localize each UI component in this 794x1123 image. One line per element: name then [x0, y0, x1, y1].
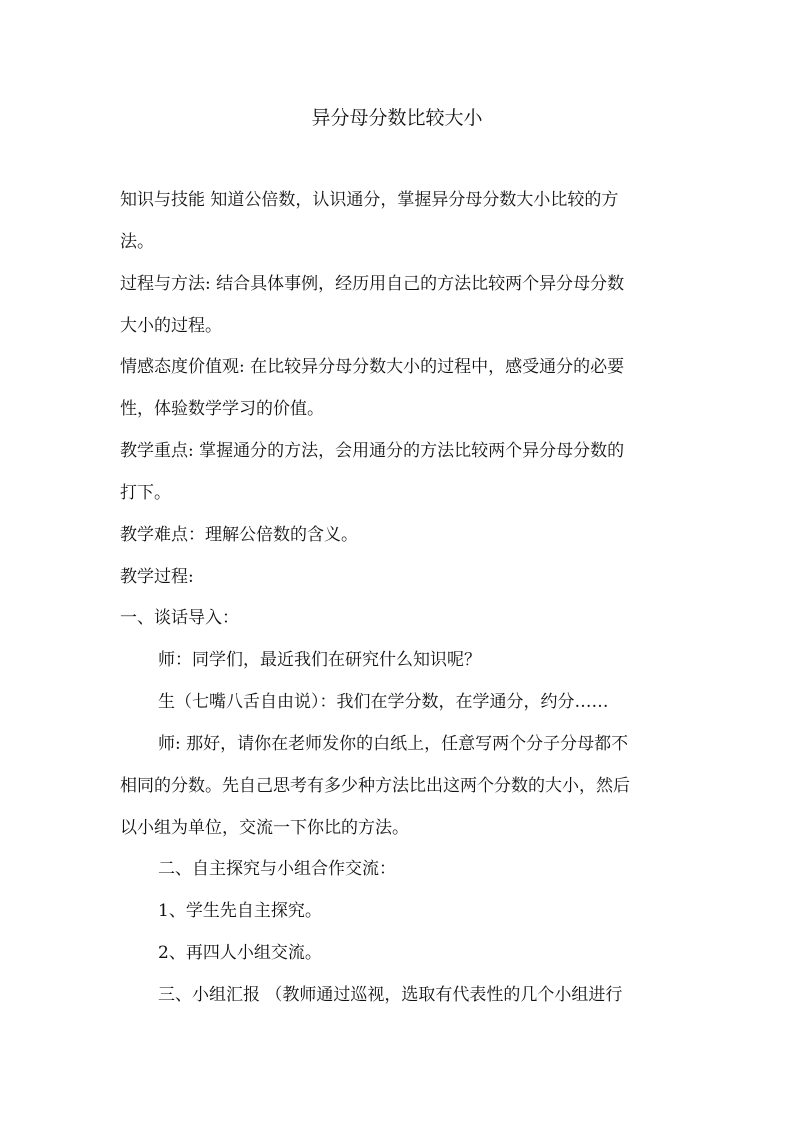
objective-attitude-line-1: 情感态度价值观: 在比较异分母分数大小的过程中，感受通分的必要	[120, 357, 625, 377]
dialogue-teacher-1: 师：同学们，最近我们在研究什么知识呢？	[158, 650, 481, 670]
section-2-heading: 二、自主探究与小组合作交流：	[158, 859, 396, 879]
key-point-line-2: 打下。	[120, 483, 171, 503]
key-point-line-1: 教学重点: 掌握通分的方法，会用通分的方法比较两个异分母分数的	[120, 441, 625, 461]
dialogue-teacher-2-line-1: 师: 那好，请你在老师发你的白纸上，任意写两个分子分母都不	[158, 734, 629, 754]
process-heading: 教学过程:	[120, 567, 194, 587]
objective-knowledge-line-1: 知识与技能 知道公倍数，认识通分，掌握异分母分数大小比较的方	[120, 190, 619, 210]
objective-knowledge-line-2: 法。	[120, 232, 154, 252]
document-title: 异分母分数比较大小	[311, 107, 483, 129]
section-2-step-2: 2、再四人小组交流。	[158, 943, 322, 963]
objective-attitude-line-2: 性，体验数学学习的价值。	[120, 399, 324, 419]
dialogue-teacher-2-line-3: 以小组为单位，交流一下你比的方法。	[120, 818, 409, 838]
section-1-heading: 一、谈话导入：	[120, 608, 239, 628]
dialogue-teacher-2-line-2: 相同的分数。先自己思考有多少种方法比出这两个分数的大小，然后	[120, 776, 630, 796]
difficulty-line: 教学难点：理解公倍数的含义。	[120, 525, 358, 545]
objective-process-line-1: 过程与方法: 结合具体事例，经历用自己的方法比较两个异分母分数	[120, 274, 625, 294]
section-3-heading: 三、小组汇报 （教师通过巡视，选取有代表性的几个小组进行	[158, 985, 623, 1005]
objective-process-line-2: 大小的过程。	[120, 316, 222, 336]
dialogue-student-1: 生（七嘴八舌自由说）：我们在学分数，在学通分，约分……	[158, 692, 609, 712]
section-2-step-1: 1、学生先自主探究。	[158, 901, 322, 921]
